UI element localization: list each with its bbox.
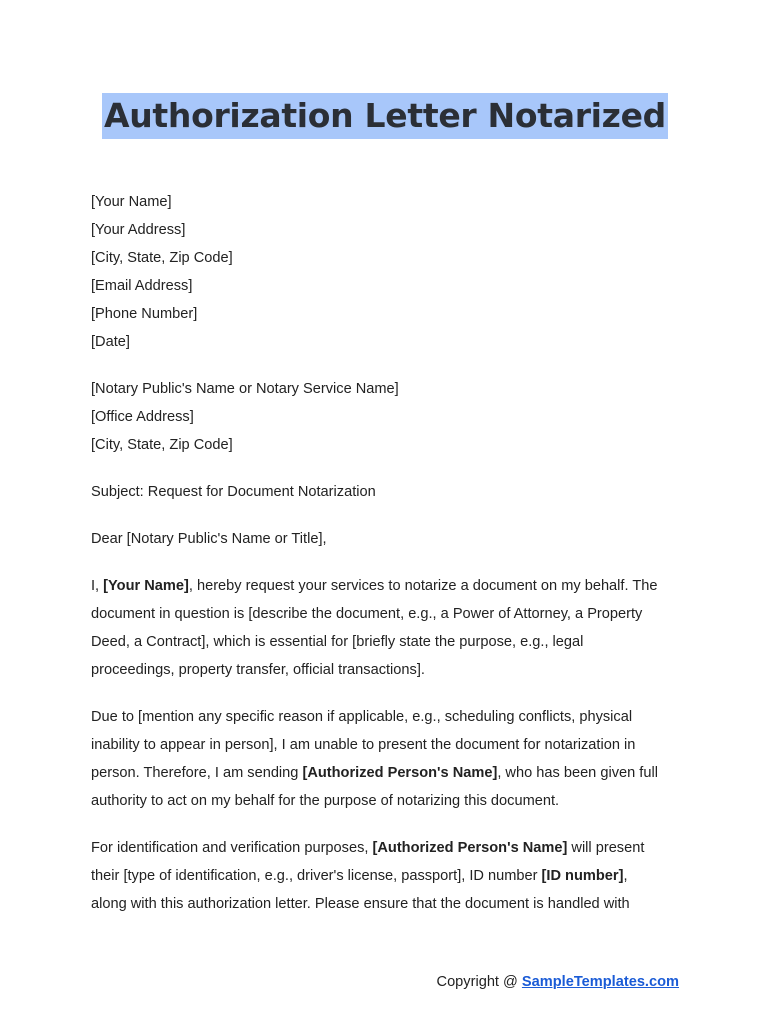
recipient-office-line: [Office Address] — [91, 409, 194, 425]
letter-body — [91, 188, 691, 937]
paragraph-reason — [91, 703, 691, 815]
title-wrapper — [0, 93, 770, 139]
copyright-prefix: Copyright @ — [436, 974, 522, 990]
sender-address-block — [91, 188, 691, 356]
sender-phone-line: [Phone Number] — [91, 306, 198, 322]
paragraph-identification — [91, 834, 691, 918]
paragraph-line: authority to act on my behalf for the purpose of notarizing this document. — [91, 793, 560, 809]
recipient-address-block — [91, 375, 691, 459]
sender-city-line: [City, State, Zip Code] — [91, 250, 233, 266]
paragraph-line: Deed, a Contract], which is essential for [briefly state the purpose, e.g., legal — [91, 634, 584, 650]
subject-line: Subject: Request for Document Notarization — [91, 484, 376, 500]
paragraph-line: proceedings, property transfer, official transactions]. — [91, 662, 425, 678]
paragraph-line: person. Therefore, I am sending [Authorized Person's Name], who has been given full — [91, 765, 658, 781]
sender-address-line: [Your Address] — [91, 222, 186, 238]
paragraph-request — [91, 572, 691, 684]
recipient-name-line: [Notary Public's Name or Notary Service Name] — [91, 381, 399, 397]
sender-name-line: [Your Name] — [91, 194, 172, 210]
document-title: Authorization Letter Notarized — [102, 93, 668, 139]
salutation: Dear [Notary Public's Name or Title], — [91, 531, 327, 547]
paragraph-line: inability to appear in person], I am unable to present the document for notarization in — [91, 737, 636, 753]
copyright-footer — [437, 970, 679, 994]
sender-email-line: [Email Address] — [91, 278, 193, 294]
paragraph-line: I, [Your Name], hereby request your services to notarize a document on my behalf. The — [91, 578, 658, 594]
paragraph-line: Due to [mention any specific reason if applicable, e.g., scheduling conflicts, physical — [91, 709, 633, 725]
paragraph-line: their [type of identification, e.g., driver's license, passport], ID number [ID number], — [91, 868, 628, 884]
sender-date-line: [Date] — [91, 334, 130, 350]
paragraph-line: along with this authorization letter. Please ensure that the document is handled with — [91, 896, 630, 912]
recipient-city-line: [City, State, Zip Code] — [91, 437, 233, 453]
paragraph-line: For identification and verification purposes, [Authorized Person's Name] will present — [91, 840, 645, 856]
paragraph-line: document in question is [describe the document, e.g., a Power of Attorney, a Property — [91, 606, 643, 622]
sample-templates-link[interactable]: SampleTemplates.com — [521, 974, 679, 990]
